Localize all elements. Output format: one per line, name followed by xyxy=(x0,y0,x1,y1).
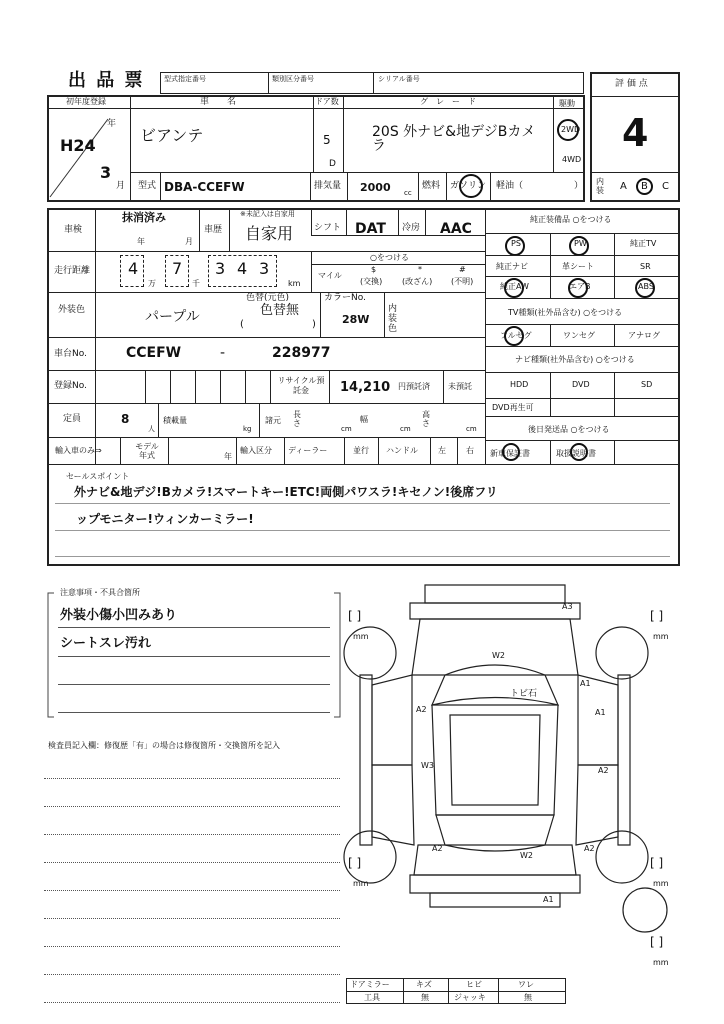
header-id-box xyxy=(160,72,584,94)
type-value: DBA-CCEFW xyxy=(164,180,245,194)
history-label: 車歴 xyxy=(204,225,223,235)
doors-label: ドア数 xyxy=(315,97,339,106)
mileage-d5: 3 xyxy=(259,259,270,278)
mileage-swap: (交換) xyxy=(360,277,383,286)
first-reg-year-mark: 年 xyxy=(107,119,117,129)
bt-break: ワレ xyxy=(518,980,534,989)
history-value: 自家用 xyxy=(245,224,294,243)
damage-diagram xyxy=(340,575,680,975)
shift-value: DAT xyxy=(355,221,386,237)
nav-hdd: HDD xyxy=(510,380,529,389)
first-reg-month-mark: 月 xyxy=(116,181,126,191)
chassis-number: 228977 xyxy=(272,345,331,361)
tire-spare-mm: mm xyxy=(653,958,669,967)
color-change-label: 色替(元色) xyxy=(246,293,290,303)
shift-label: シフト xyxy=(314,223,342,233)
equip-ps-circle xyxy=(505,236,525,256)
handle-right: 右 xyxy=(466,446,474,455)
tv-analog: アナログ xyxy=(628,331,660,340)
history-note: ※未記入は自家用 xyxy=(240,210,295,218)
color-label: 外装色 xyxy=(58,305,86,315)
car-name-value: ビアンテ xyxy=(140,126,204,145)
handle-left: 左 xyxy=(438,446,446,455)
dims-length-label: 長さ xyxy=(293,410,301,428)
damage-w2-rear-window: W2 xyxy=(520,851,533,860)
tv-title: TV種類(社外品含む) ○をつける xyxy=(508,308,623,317)
bt-tools-value: 無 xyxy=(421,993,429,1002)
fuel-label: 燃料 xyxy=(422,181,441,191)
tire-rl-mm: mm xyxy=(353,879,369,888)
capacity-unit: 人 xyxy=(148,425,155,433)
drive-2wd: 2WD xyxy=(561,125,581,134)
inspector-label: 検査員記入欄：修復歴「有」の場合は修復箇所・交換箇所を記入 xyxy=(48,741,280,750)
notes-line-1: 外装小傷小凹みあり xyxy=(60,608,178,623)
displacement-value: 2000 xyxy=(360,181,391,194)
tire-fl-bracket: [ ] xyxy=(348,609,362,623)
equip-pw-circle xyxy=(569,236,589,256)
notes-bracket xyxy=(44,585,344,725)
mileage-d1-unit: 万 xyxy=(148,279,156,288)
fuel-gasoline: ガソリン xyxy=(450,181,487,191)
page-title: 出 品 票 xyxy=(68,70,145,91)
bt-scratch: キズ xyxy=(416,980,432,989)
drive-2wd-circle xyxy=(557,119,579,141)
load-unit: kg xyxy=(243,425,252,433)
notes-line-2: シートスレ汚れ xyxy=(60,636,151,651)
equip-aw: 純正AW xyxy=(500,282,529,291)
interior-b-circle xyxy=(636,178,653,195)
dims-width-label: 幅 xyxy=(360,415,368,424)
score-value: 4 xyxy=(622,111,649,155)
drive-label: 駆動 xyxy=(559,99,575,108)
interior-label: 内装 xyxy=(596,177,604,195)
shaken-value: 抹消済み xyxy=(122,211,166,224)
tire-fr-bracket: [ ] xyxy=(650,609,664,623)
color-no-value: 28W xyxy=(342,313,370,326)
score-label: 評 価 点 xyxy=(615,79,648,89)
damage-w2-windshield: W2 xyxy=(492,651,505,660)
mileage-mile: マイル xyxy=(318,271,342,280)
first-reg-label: 初年度登録 xyxy=(66,97,106,106)
equip-sr: SR xyxy=(640,262,651,271)
later-title: 後日発送品 ○をつける xyxy=(528,425,610,434)
tire-fl-mm: mm xyxy=(353,632,369,641)
damage-a1-rear-bumper: A1 xyxy=(543,895,554,904)
equip-abs: ABS xyxy=(638,282,654,291)
shaken-month: 月 xyxy=(185,237,193,246)
color-paren-close: ) xyxy=(312,319,316,330)
color-value: パープル xyxy=(145,309,200,325)
bt-crack: ヒビ xyxy=(466,980,482,989)
import-dealer: ディーラー xyxy=(288,446,328,455)
dims-label: 諸元 xyxy=(265,416,281,425)
interior-color-label: 内装色 xyxy=(388,304,398,334)
bt-jack-value: 無 xyxy=(524,993,532,1002)
notes-label: 注意事項・不具合箇所 xyxy=(60,588,140,597)
bt-jack: ジャッキ xyxy=(454,993,486,1002)
mileage-swap-sym: $ xyxy=(371,265,377,274)
equip-ps: PS xyxy=(511,239,521,248)
interior-a: A xyxy=(620,181,627,192)
equip-abs-circle xyxy=(635,278,655,298)
tv-fullseg-circle xyxy=(504,326,524,346)
mileage-altered-sym: * xyxy=(418,265,422,274)
chassis-dash: - xyxy=(220,345,226,361)
tire-rr-bracket: [ ] xyxy=(650,856,664,870)
category-no-label: 類別区分番号 xyxy=(272,75,314,83)
mileage-label: 走行距離 xyxy=(54,266,91,276)
recycle-deposited: 円預託済 xyxy=(398,382,430,391)
type-label: 型式 xyxy=(138,181,157,191)
dims-height-unit: cm xyxy=(466,425,477,433)
model-year-unit: 年 xyxy=(224,452,232,461)
capacity-value: 8 xyxy=(121,412,130,426)
serial-label: シリアル番号 xyxy=(378,75,420,83)
car-name-label: 車 名 xyxy=(200,97,237,107)
nav-sd: SD xyxy=(641,380,653,389)
damage-chip-hood: トビ石 xyxy=(510,689,538,699)
bt-tools: 工具 xyxy=(364,993,380,1002)
damage-a2-right-quarter: A2 xyxy=(584,844,595,853)
drive-4wd: 4WD xyxy=(562,155,582,164)
model-no-label: 型式指定番号 xyxy=(164,75,206,83)
tire-rr-mm: mm xyxy=(653,879,669,888)
equip-navi: 純正ナビ xyxy=(496,262,528,271)
model-year-label: モデル年式 xyxy=(135,442,159,460)
damage-a1-right-front-door: A1 xyxy=(595,708,606,717)
equip-pw: PW xyxy=(574,239,587,248)
color-no-label: カラーNo. xyxy=(324,293,366,303)
sales-line-1: 外ナビ&地デジ!Bカメラ!スマートキー!ETC!両側パワスラ!キセノン!後席フリ xyxy=(74,485,498,499)
mileage-d4: 4 xyxy=(237,259,248,278)
import-parallel: 並行 xyxy=(353,446,369,455)
dvd-playback: DVD再生可 xyxy=(492,403,534,412)
tv-oneseg: ワンセグ xyxy=(563,331,595,340)
later-manual-circle xyxy=(570,443,588,461)
equip-leather: 革シート xyxy=(562,262,594,271)
chassis-label: 車台No. xyxy=(54,349,87,359)
mileage-altered: (改ざん) xyxy=(402,277,433,286)
grade-value: 20S 外ナビ&地デジBカメラ xyxy=(372,124,536,154)
color-paren-open: ( xyxy=(240,319,244,330)
recycle-value: 14,210 xyxy=(340,380,391,395)
nav-dvd: DVD xyxy=(572,380,590,389)
equip-airbag: エアB xyxy=(569,282,591,291)
dims-width-unit: cm xyxy=(400,425,411,433)
color-change-value: 色替無 xyxy=(260,303,300,318)
equip-aw-circle xyxy=(504,278,524,298)
ac-label: 冷房 xyxy=(402,223,421,233)
mileage-unknown-sym: # xyxy=(459,265,466,274)
mileage-unit: km xyxy=(288,279,301,288)
fuel-circle xyxy=(459,174,483,198)
damage-w3-left-window: W3 xyxy=(421,761,434,770)
equip-airbag-circle xyxy=(568,278,588,298)
damage-a2-left-quarter: A2 xyxy=(432,844,443,853)
first-reg-month: 3 xyxy=(100,163,112,182)
interior-b: B xyxy=(641,181,648,192)
damage-a2-right-rear-door: A2 xyxy=(598,766,609,775)
capacity-label: 定員 xyxy=(63,414,82,424)
recycle-not-deposited: 未預託 xyxy=(448,382,472,391)
handle-label: ハンドル xyxy=(386,446,418,455)
mileage-mark-label: ○をつける xyxy=(370,253,409,262)
first-reg-era: H24 xyxy=(60,136,96,155)
cc-unit: cc xyxy=(404,189,412,197)
damage-a3-front-bumper: A3 xyxy=(562,602,573,611)
dims-height-label: 高さ xyxy=(422,410,430,428)
mileage-d2-unit: 千 xyxy=(192,279,200,288)
later-warranty: 新車保証書 xyxy=(490,449,530,458)
equipment-title: 純正装備品 ○をつける xyxy=(530,215,612,224)
tv-fullseg: フルセグ xyxy=(500,331,532,340)
displacement-label: 排気量 xyxy=(314,181,342,191)
mileage-d3: 3 xyxy=(215,259,226,278)
damage-a2-left-front-door: A2 xyxy=(416,705,427,714)
mileage-unknown: (不明) xyxy=(451,277,474,286)
tire-fr-mm: mm xyxy=(653,632,669,641)
dims-length-unit: cm xyxy=(341,425,352,433)
shaken-year: 年 xyxy=(137,237,145,246)
mileage-d1: 4 xyxy=(128,259,139,278)
bt-door-mirror: ドアミラー xyxy=(350,980,390,989)
later-manual: 取扱説明書 xyxy=(556,449,596,458)
recycle-label: リサイクル預託金 xyxy=(277,376,325,395)
interior-c: C xyxy=(662,181,669,192)
load-label: 積載量 xyxy=(163,416,187,425)
sales-line-2: ップモニター!ウィンカーミラー! xyxy=(76,512,254,526)
grade-label: グ レ ー ド xyxy=(420,97,476,106)
tire-spare-bracket: [ ] xyxy=(650,935,664,949)
tire-rl-bracket: [ ] xyxy=(348,856,362,870)
reg-label: 登録No. xyxy=(54,381,87,391)
import-category-label: 輸入区分 xyxy=(240,446,272,455)
ac-value: AAC xyxy=(440,221,472,237)
damage-a1-fender: A1 xyxy=(580,679,591,688)
equip-tv: 純正TV xyxy=(630,239,657,248)
mileage-d2: 7 xyxy=(172,259,183,278)
import-label: 輸入車のみ⇒ xyxy=(55,446,102,455)
chassis-prefix: CCEFW xyxy=(126,345,182,361)
doors-suffix: D xyxy=(329,159,336,169)
doors-value: 5 xyxy=(323,133,331,147)
sales-label: セールスポイント xyxy=(66,472,130,481)
nav-title: ナビ種類(社外品含む) ○をつける xyxy=(515,355,635,364)
shaken-label: 車検 xyxy=(64,225,83,235)
fuel-diesel: 軽油（ xyxy=(496,181,524,191)
fuel-diesel-close: ） xyxy=(574,181,584,191)
later-warranty-circle xyxy=(502,443,520,461)
